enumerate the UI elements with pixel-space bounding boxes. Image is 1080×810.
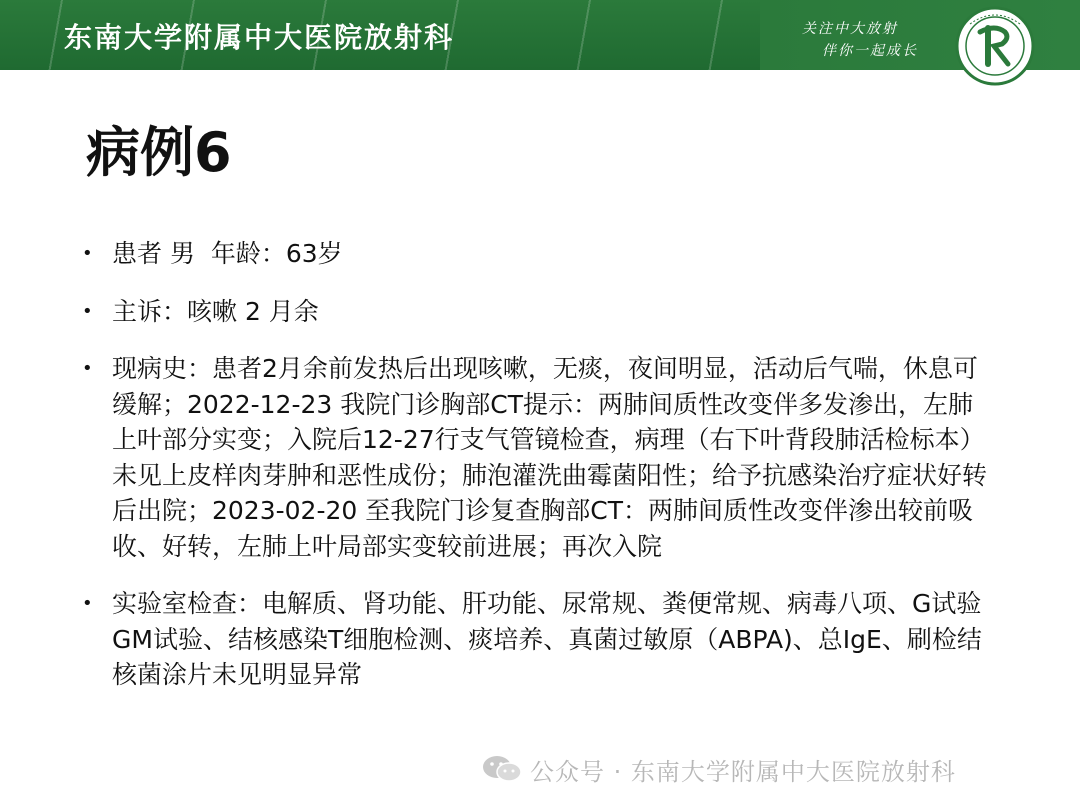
slogan-line-2: 伴你一起成长 — [822, 43, 918, 59]
watermark — [480, 752, 956, 786]
bullet-text: 主诉：咳嗽 2 月余 — [112, 296, 319, 326]
bullet-text: 患者 男 年龄：63岁 — [112, 239, 343, 268]
hospital-logo — [950, 6, 1040, 96]
bullet-present-illness — [82, 351, 992, 564]
wechat-icon — [480, 754, 524, 784]
slogan-line-1: 关注中大放射 — [802, 21, 898, 37]
bullet-chief-complaint — [82, 294, 992, 330]
bullet-text: 现病史：患者2月余前发热后出现咳嗽，无痰，夜间明显，活动后气喘，休息可缓解；2022-12-23 我院门诊胸部CT提示：两肺间质性改变伴多发渗出，左肺上叶部分实变；入院后12-27行支气管镜检查，病理（右下叶背段肺活检标本）未见上皮样肉芽肿和恶性成份；肺泡灌洗曲霉菌阳性；给予抗感染治疗症状好转后出院；2023-02-20 至我院门诊复查胸部CT：两肺间质性改变伴渗出较前吸收、好转，左肺上叶局部实变较前进展；再次入院 — [112, 354, 988, 561]
bullet-text: 实验室检查：电解质、肾功能、肝功能、尿常规、粪便常规、病毒八项、G试验GM试验、结核感染T细胞检测、痰培养、真菌过敏原（ABPA)、总IgE、刷检结核菌涂片未见明显异常 — [112, 589, 982, 689]
case-details — [82, 236, 992, 715]
bullet-lab-tests — [82, 586, 992, 693]
case-title: 病例6 — [86, 121, 232, 184]
header-title: 东南大学附属中大医院放射科 — [64, 21, 455, 54]
bullet-patient-info — [82, 236, 992, 272]
bullet-dot: • — [82, 593, 93, 614]
bullet-dot: • — [82, 243, 93, 264]
bullet-dot: • — [82, 300, 93, 322]
bullet-dot: • — [82, 358, 93, 379]
watermark-text: 公众号 · 东南大学附属中大医院放射科 — [530, 757, 956, 786]
header-banner — [0, 0, 760, 70]
